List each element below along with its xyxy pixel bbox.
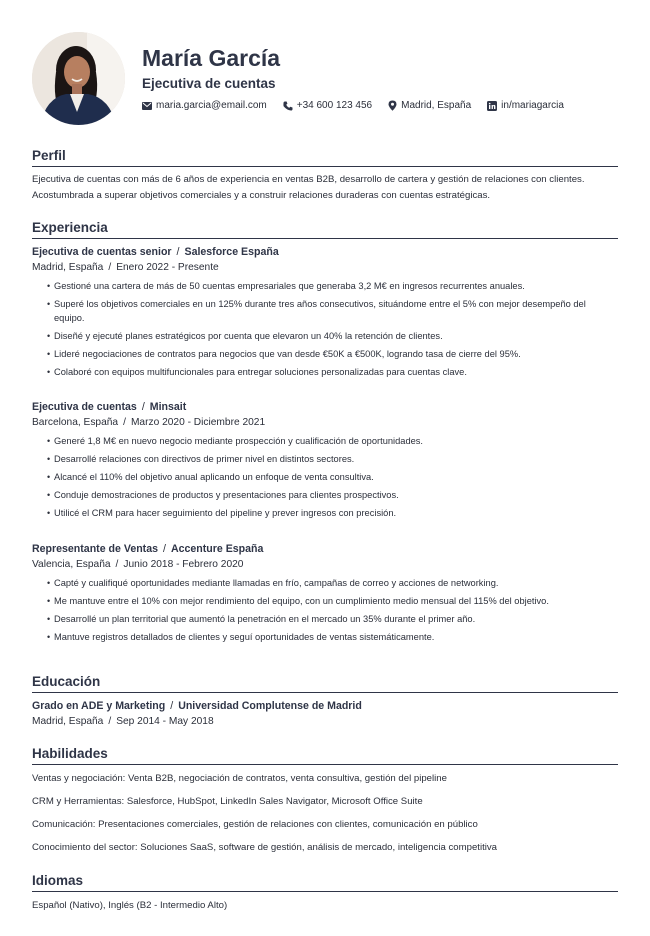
contact-location-text: Madrid, España: [401, 100, 472, 111]
list-item: • Alcancé el 110% del objetivo anual aplicando un enfoque de venta consultiva.: [32, 471, 618, 485]
list-item: • Me mantuve entre el 10% con mejor rendimiento del equipo, con un cumplimiento medio mensual del 115% del objetivo.: [32, 595, 618, 609]
experience-section: [32, 219, 618, 649]
section-title: Idiomas: [32, 872, 618, 892]
job-location: Barcelona, España: [32, 417, 119, 428]
education-dates: Sep 2014 - May 2018: [116, 716, 214, 727]
profile-summary: Ejecutiva de cuentas con más de 6 años de experiencia en ventas B2B, desarrollo de cartera y gestión de relaciones con clientes. Acostumbrada a superar objetivos comerciales y a construir relaciones duraderas con cuentas estratégicas.: [32, 174, 585, 201]
location-icon: [388, 100, 397, 111]
education-location: Madrid, España: [32, 716, 104, 727]
education-degree: Grado en ADE y Marketing: [32, 700, 166, 712]
skill-line: Conocimiento del sector: Soluciones SaaS, software de gestión, análisis de mercado, inteligencia competitiva: [32, 842, 498, 853]
list-item: • Superé los objetivos comerciales en un 125% durante tres años consecutivos, situándome entre el 5% con mejor desempeño del equipo.: [32, 298, 618, 325]
job-location: Valencia, España: [32, 558, 111, 570]
job-company: Minsait: [149, 401, 187, 413]
languages-text: Español (Nativo), Inglés (B2 - Intermedio Alto): [32, 900, 228, 911]
contact-phone[interactable]: [283, 100, 372, 111]
contact-row: [142, 100, 580, 111]
job-position: Representante de Ventas: [32, 542, 158, 555]
job-position: Ejecutiva de cuentas senior: [32, 246, 172, 258]
job-company: Accenture España: [170, 542, 264, 555]
job-heading: Ejecutiva de cuentas / Minsait: [32, 401, 187, 413]
list-item: • Generé 1,8 M€ en nuevo negocio mediante prospección y cualificación de oportunidades.: [32, 435, 618, 449]
job-dates: Enero 2022 - Presente: [116, 262, 219, 273]
languages-section: [32, 872, 618, 913]
skills-section: [32, 745, 618, 855]
job-bullets: [32, 435, 618, 521]
list-item: • Capté y cualifiqué oportunidades mediante llamadas en frío, campañas de correo y acciones de networking.: [32, 577, 618, 591]
education-school: Universidad Complutense de Madrid: [178, 700, 362, 712]
job-company: Salesforce España: [184, 246, 279, 258]
job-dates: Marzo 2020 - Diciembre 2021: [130, 417, 266, 428]
job-entry: [32, 245, 618, 379]
job-entry: [32, 400, 618, 521]
skill-line: CRM y Herramientas: Salesforce, HubSpot, LinkedIn Sales Navigator, Microsoft Office Suite: [32, 796, 423, 807]
job-meta: Madrid, España / Enero 2022 - Presente: [32, 262, 219, 273]
list-item: • Gestioné una cartera de más de 50 cuentas empresariales que generaba 3,2 M€ en ingresos recurrentes anuales.: [32, 280, 618, 294]
education-section: [32, 673, 618, 729]
candidate-name: María García: [142, 45, 281, 71]
section-title: Educación: [32, 673, 618, 693]
contact-email-text: maria.garcia@email.com: [156, 100, 267, 111]
job-location: Madrid, España: [32, 262, 104, 273]
phone-icon: [283, 101, 293, 111]
skill-line: Ventas y negociación: Venta B2B, negociación de contratos, venta consultiva, gestión del pipeline: [32, 773, 447, 784]
job-heading: Representante de Ventas / Accenture España: [32, 542, 264, 555]
job-dates: Junio 2018 - Febrero 2020: [123, 558, 244, 570]
list-item: • Colaboré con equipos multifuncionales para entregar soluciones personalizadas para cuentas clave.: [32, 366, 618, 380]
job-bullets: [32, 577, 618, 645]
job-heading: Ejecutiva de cuentas senior / Salesforce España: [32, 246, 279, 258]
resume-header: [32, 32, 622, 128]
education-meta: Madrid, España / Sep 2014 - May 2018: [32, 716, 214, 727]
list-item: • Mantuve registros detallados de clientes y seguí oportunidades de ventas sistemáticamente.: [32, 631, 618, 645]
contact-linkedin[interactable]: [487, 100, 564, 111]
list-item: • Desarrollé relaciones con directivos de primer nivel en distintos sectores.: [32, 453, 618, 467]
job-meta: Valencia, España / Junio 2018 - Febrero 2020: [32, 558, 244, 570]
section-title: Perfil: [32, 147, 618, 167]
list-item: • Lideré negociaciones de contratos para negocios que van desde €50K a €500K, logrando tasa de cierre del 95%.: [32, 348, 618, 362]
email-icon: [142, 102, 152, 110]
candidate-role: Ejecutiva de cuentas: [142, 76, 276, 91]
job-entry: [32, 542, 618, 645]
section-title: Experiencia: [32, 219, 618, 239]
job-meta: Barcelona, España / Marzo 2020 - Diciembre 2021: [32, 417, 266, 428]
contact-phone-text: +34 600 123 456: [296, 100, 373, 111]
list-item: • Conduje demostraciones de productos y presentaciones para clientes prospectivos.: [32, 489, 618, 503]
profile-section: [32, 147, 618, 204]
list-item: • Diseñé y ejecuté planes estratégicos por cuenta que elevaron un 40% la retención de clientes.: [32, 330, 618, 344]
job-position: Ejecutiva de cuentas: [32, 401, 137, 413]
contact-location: [388, 100, 471, 111]
section-title: Habilidades: [32, 745, 618, 765]
linkedin-icon: [487, 101, 497, 111]
list-item: • Desarrollé un plan territorial que aumentó la penetración en el mercado un 35% durante el primer año.: [32, 613, 618, 627]
job-bullets: [32, 280, 618, 379]
profile-photo: [32, 32, 125, 125]
list-item: • Utilicé el CRM para hacer seguimiento del pipeline y prever ingresos con precisión.: [32, 507, 618, 521]
education-heading: Grado en ADE y Marketing / Universidad Complutense de Madrid: [32, 700, 362, 712]
contact-linkedin-text: in/mariagarcia: [501, 100, 564, 111]
contact-email[interactable]: [142, 100, 267, 111]
skill-line: Comunicación: Presentaciones comerciales, gestión de relaciones con clientes, comunicación en público: [32, 819, 478, 830]
